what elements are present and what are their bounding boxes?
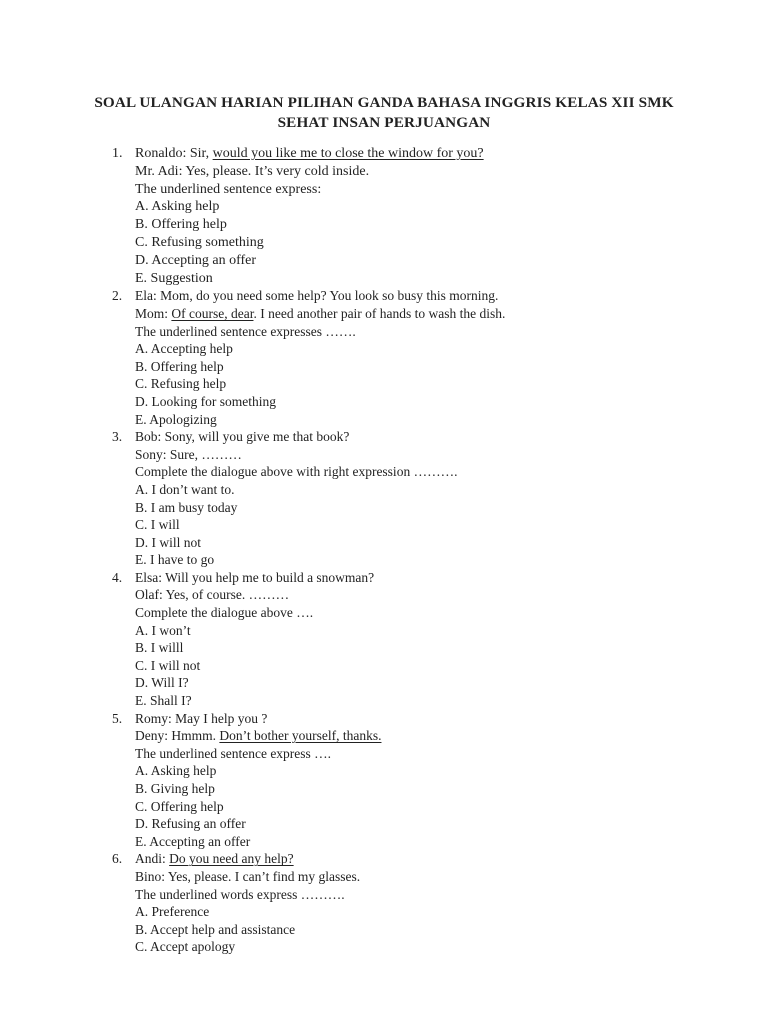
answer-option: C. I will bbox=[135, 517, 180, 533]
question-line bbox=[135, 569, 768, 587]
line-text: Ronaldo: Sir, bbox=[135, 146, 213, 161]
question-line bbox=[135, 287, 768, 305]
question-line bbox=[135, 463, 768, 481]
line-text: The underlined sentence express: bbox=[135, 181, 322, 197]
answer-option: E. Shall I? bbox=[135, 693, 192, 709]
question-body bbox=[135, 145, 768, 287]
line-text: Bob: Sony, will you give me that book? bbox=[135, 429, 350, 445]
question-number: 4. bbox=[112, 569, 123, 585]
answer-option: E. Suggestion bbox=[135, 270, 213, 286]
answer-option: B. Giving help bbox=[135, 781, 215, 796]
question-item bbox=[0, 710, 768, 851]
answer-option: B. I willl bbox=[135, 640, 184, 656]
question-number: 5. bbox=[112, 710, 123, 726]
question-line bbox=[135, 850, 768, 868]
answer-option: A. Asking help bbox=[135, 199, 220, 215]
answer-option: A. I don’t want to. bbox=[135, 481, 235, 497]
answer-option: B. Accept help and assistance bbox=[135, 921, 296, 937]
question-body bbox=[135, 850, 768, 956]
answer-option: B. Offering help bbox=[135, 358, 224, 374]
question-line bbox=[135, 710, 768, 728]
answer-option: D. I will not bbox=[135, 534, 201, 550]
underlined-text: Don’t bother yourself, thanks. bbox=[219, 728, 382, 744]
question-line bbox=[135, 446, 768, 464]
line-text: Mr. Adi: Yes, please. It’s very cold inside. bbox=[135, 163, 370, 179]
question-body bbox=[135, 569, 768, 710]
answer-option: D. Refusing an offer bbox=[135, 816, 246, 832]
line-text: Andi: bbox=[135, 851, 170, 867]
title-line-2: SEHAT INSAN PERJUANGAN bbox=[277, 114, 491, 131]
answer-option: D. Looking for something bbox=[135, 393, 276, 409]
document-title bbox=[60, 93, 708, 133]
question-body bbox=[135, 428, 768, 569]
question-number: 6. bbox=[112, 851, 123, 867]
line-text: Complete the dialogue above …. bbox=[135, 605, 314, 621]
answer-option: A. Preference bbox=[135, 904, 210, 920]
line-text: Mom: bbox=[135, 305, 172, 321]
answer-option: A. Asking help bbox=[135, 763, 217, 779]
question-item bbox=[0, 569, 768, 710]
answer-option: C. Accept apology bbox=[135, 939, 236, 955]
line-text: . I need another pair of hands to wash the dish. bbox=[253, 305, 506, 321]
question-body bbox=[135, 710, 768, 851]
answer-option: C. Refusing help bbox=[135, 376, 227, 392]
answer-option: A. I won’t bbox=[135, 622, 191, 638]
question-line bbox=[135, 145, 768, 163]
question-item bbox=[0, 428, 768, 569]
question-line bbox=[135, 181, 768, 199]
question-line bbox=[135, 604, 768, 622]
answer-option: B. Offering help bbox=[135, 217, 227, 233]
underlined-text: would you like me to close the window for you? bbox=[212, 146, 484, 161]
question-line bbox=[135, 163, 768, 181]
answer-option: E. Apologizing bbox=[135, 411, 217, 427]
underlined-text: Do you need any help? bbox=[169, 851, 294, 867]
answer-option: A. Accepting help bbox=[135, 341, 233, 357]
answer-option: E. Accepting an offer bbox=[135, 833, 251, 849]
answer-option: D. Will I? bbox=[135, 675, 189, 691]
line-text: The underlined sentence expresses ……. bbox=[135, 323, 356, 339]
question-number: 3. bbox=[112, 429, 123, 445]
question-item bbox=[0, 145, 768, 287]
line-text: Bino: Yes, please. I can’t find my glasses. bbox=[135, 868, 361, 884]
question-body bbox=[135, 287, 768, 428]
answer-option: B. I am busy today bbox=[135, 499, 238, 515]
question-line bbox=[135, 586, 768, 604]
line-text: The underlined words express ………. bbox=[135, 886, 345, 902]
line-text: The underlined sentence express …. bbox=[135, 745, 332, 761]
answer-option: C. I will not bbox=[135, 657, 201, 673]
line-text: Deny: Hmmm. bbox=[135, 728, 220, 744]
question-line bbox=[135, 323, 768, 341]
line-text: Olaf: Yes, of course. ……… bbox=[135, 587, 290, 603]
question-item bbox=[0, 287, 768, 428]
answer-option: D. Accepting an offer bbox=[135, 252, 257, 268]
line-text: Complete the dialogue above with right expression ………. bbox=[135, 464, 458, 480]
question-line bbox=[135, 305, 768, 323]
question-item bbox=[0, 850, 768, 956]
question-line bbox=[135, 727, 768, 745]
question-list bbox=[0, 145, 768, 956]
answer-option: E. I have to go bbox=[135, 552, 215, 568]
question-line bbox=[135, 886, 768, 904]
question-line bbox=[135, 745, 768, 763]
question-number: 2. bbox=[112, 288, 123, 304]
answer-option: C. Refusing something bbox=[135, 234, 264, 250]
question-line bbox=[135, 868, 768, 886]
question-number: 1. bbox=[112, 146, 123, 161]
question-line bbox=[135, 428, 768, 446]
title-line-1: SOAL ULANGAN HARIAN PILIHAN GANDA BAHASA INGGRIS KELAS XII SMK bbox=[94, 94, 674, 111]
line-text: Ela: Mom, do you need some help? You look so busy this morning. bbox=[135, 288, 499, 304]
line-text: Romy: May I help you ? bbox=[135, 710, 268, 726]
line-text: Elsa: Will you help me to build a snowman? bbox=[135, 569, 375, 585]
line-text: Sony: Sure, ……… bbox=[135, 446, 242, 462]
answer-option: C. Offering help bbox=[135, 798, 224, 814]
underlined-text: Of course, dear bbox=[171, 305, 254, 321]
